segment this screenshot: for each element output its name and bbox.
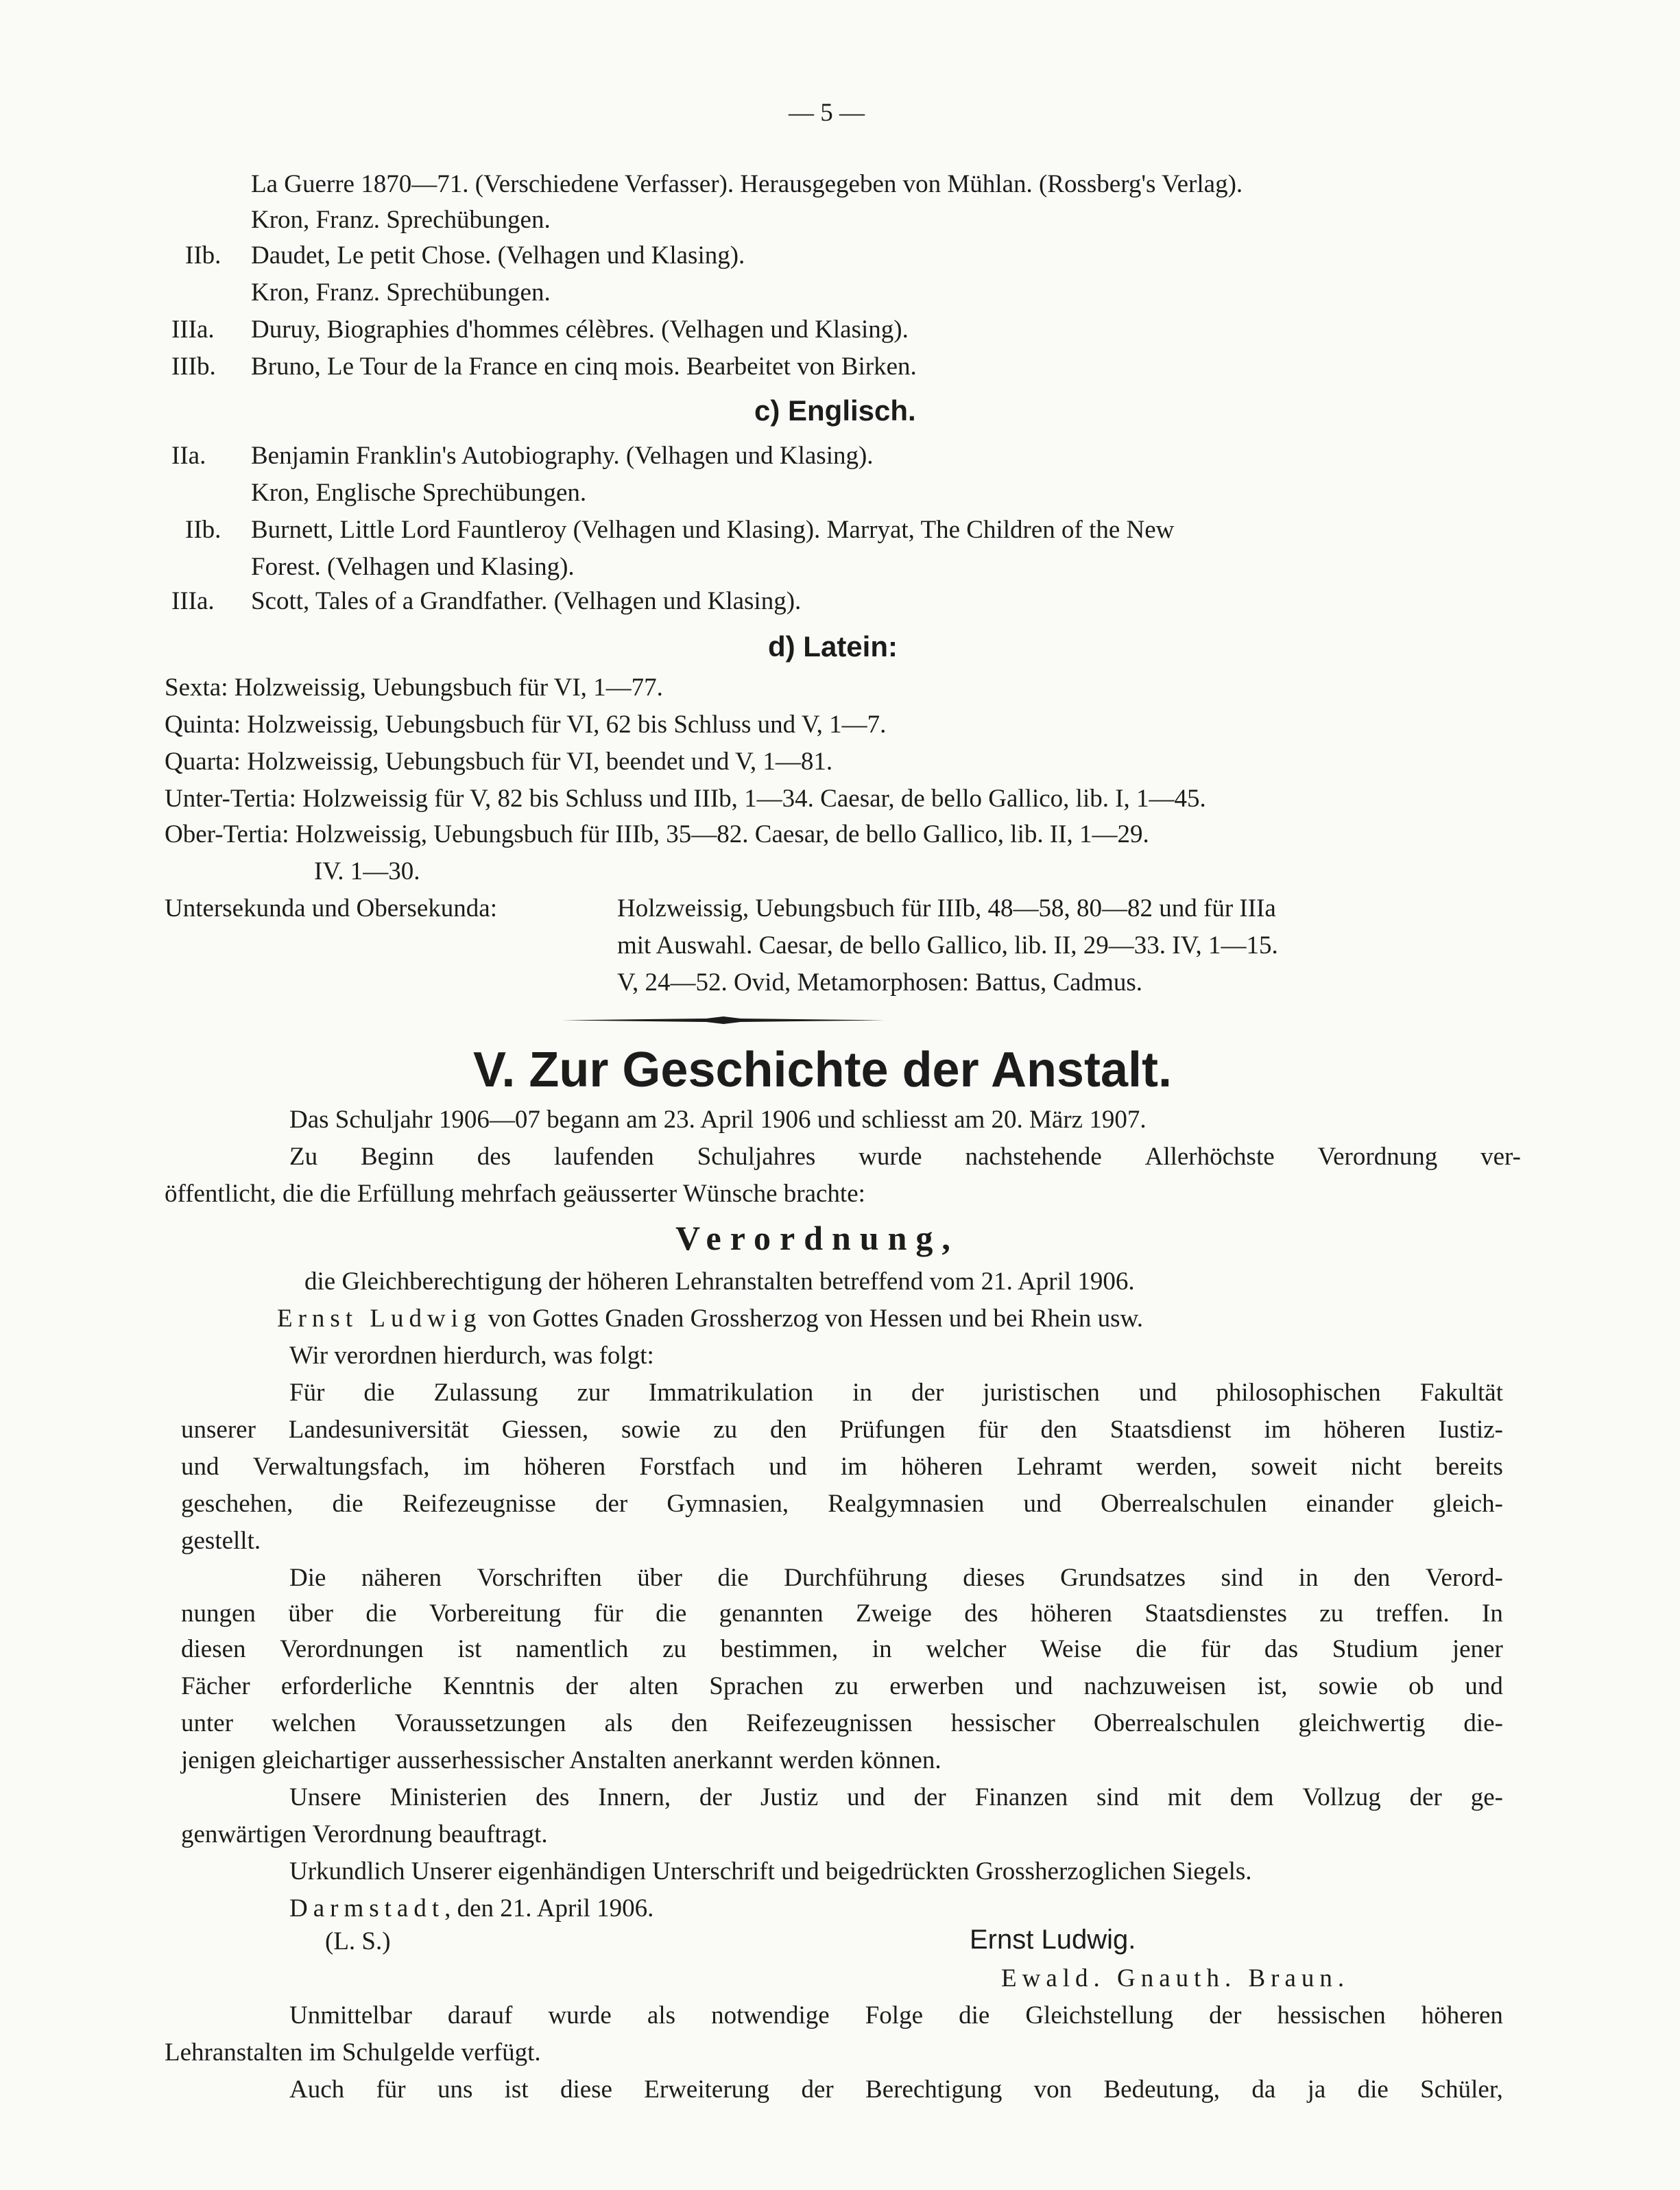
- word: Sprachen: [709, 1672, 804, 1700]
- word: den: [770, 1416, 807, 1444]
- page-number: — 5 —: [789, 99, 865, 127]
- word: der: [913, 1783, 946, 1811]
- list-item: Duruy, Biographies d'hommes célèbres. (Velhagen und Klasing).: [251, 316, 909, 344]
- word: bestimmen,: [720, 1635, 839, 1663]
- word: Giessen,: [501, 1416, 589, 1444]
- word: im: [1264, 1416, 1291, 1444]
- section-heading: c) Englisch.: [754, 394, 916, 427]
- word: genannten: [719, 1599, 824, 1628]
- paragraph-line: [289, 1380, 1503, 1405]
- word: hessischer: [950, 1709, 1055, 1737]
- paragraph-line: [289, 2077, 1503, 2102]
- list-item: Scott, Tales of a Grandfather. (Velhagen und Klasing).: [251, 587, 802, 615]
- word: Finanzen: [974, 1783, 1068, 1811]
- section-heading: d) Latein:: [768, 630, 898, 663]
- word: Gymnasien,: [667, 1490, 789, 1518]
- word: für: [978, 1416, 1008, 1444]
- word: der: [699, 1783, 732, 1811]
- word: Ministerien: [389, 1783, 507, 1811]
- class-label: IIIb.: [171, 353, 216, 381]
- word: höheren: [1030, 1599, 1113, 1628]
- word: juristischen: [983, 1379, 1100, 1407]
- word: notwendige: [711, 2001, 830, 2030]
- word: da: [1251, 2075, 1276, 2104]
- word: geschehen,: [181, 1490, 293, 1518]
- word: für: [593, 1599, 623, 1628]
- word: Erweiterung: [644, 2075, 770, 2104]
- word: namentlich: [516, 1635, 629, 1663]
- paragraph-line: [289, 2003, 1503, 2028]
- class-label: IIb.: [185, 241, 221, 270]
- section-title: V. Zur Geschichte der Anstalt.: [473, 1043, 1172, 1097]
- word: zu: [1319, 1599, 1344, 1628]
- paragraph-line: [181, 1636, 1503, 1662]
- word: nicht: [1351, 1453, 1402, 1481]
- word: über: [288, 1599, 333, 1628]
- word: werden,: [1136, 1453, 1218, 1481]
- word: Bedeutung,: [1103, 2075, 1221, 2104]
- list-item: Ober-Tertia: Holzweissig, Uebungsbuch für IIIb, 35—82. Caesar, de bello Gallico, lib. II, 1—29.: [165, 820, 1149, 848]
- list-item: V, 24—52. Ovid, Metamorphosen: Battus, Cadmus.: [617, 968, 1143, 997]
- word: und: [1023, 1490, 1062, 1518]
- word: in: [1298, 1564, 1319, 1592]
- word: Weise: [1040, 1635, 1102, 1663]
- word: erwerben: [889, 1672, 984, 1700]
- word: nachzuweisen: [1083, 1672, 1227, 1700]
- word: Gleichstellung: [1025, 2001, 1174, 2030]
- word: Realgymnasien: [828, 1490, 985, 1518]
- word: den: [1040, 1416, 1077, 1444]
- word: dem: [1229, 1783, 1274, 1811]
- list-item: Bruno, Le Tour de la France en cinq mois. Bearbeitet von Birken.: [251, 353, 917, 381]
- word: dieses: [963, 1564, 1025, 1592]
- word: und: [847, 1783, 885, 1811]
- word: In: [1482, 1599, 1503, 1628]
- word: höheren: [901, 1453, 983, 1481]
- word: die: [656, 1599, 687, 1628]
- word: ist: [504, 2075, 529, 2104]
- word: das: [1264, 1635, 1299, 1663]
- ornamental-divider: [562, 1016, 885, 1024]
- word: Innern,: [598, 1783, 671, 1811]
- word: zu: [835, 1672, 859, 1700]
- word: Verord-: [1425, 1564, 1503, 1592]
- word: des: [964, 1599, 998, 1628]
- word: Staatsdienst: [1109, 1416, 1232, 1444]
- word: darauf: [447, 2001, 513, 2030]
- word: ja: [1307, 2075, 1326, 2104]
- word: für: [1201, 1635, 1231, 1663]
- word: Vorschriften: [477, 1564, 602, 1592]
- word: im: [840, 1453, 867, 1481]
- word: der: [565, 1672, 599, 1700]
- word: unserer: [181, 1416, 256, 1444]
- word: als: [647, 2001, 676, 2030]
- word: und: [769, 1453, 807, 1481]
- word: Auch: [289, 2075, 345, 2104]
- word: Fächer: [181, 1672, 250, 1700]
- word: der: [1209, 2001, 1242, 2030]
- list-item: Sexta: Holzweissig, Uebungsbuch für VI, 1—77.: [165, 674, 663, 702]
- word: Die: [289, 1564, 326, 1592]
- word: Lehramt: [1016, 1453, 1103, 1481]
- word: nungen: [181, 1599, 256, 1628]
- word: und: [1014, 1672, 1053, 1700]
- word: die: [717, 1564, 749, 1592]
- word: Folge: [865, 2001, 924, 2030]
- word: Forstfach: [639, 1453, 736, 1481]
- word: alten: [629, 1672, 679, 1700]
- word: gleichwertig: [1298, 1709, 1426, 1737]
- word: sowie: [1318, 1672, 1378, 1700]
- word: Oberrealschulen: [1093, 1709, 1260, 1737]
- word: Vollzug: [1302, 1783, 1381, 1811]
- decree-subtitle: die Gleichberechtigung der höheren Lehranstalten betreffend vom 21. April 1906.: [304, 1267, 1135, 1296]
- word: erforderliche: [280, 1672, 412, 1700]
- word: zu: [713, 1416, 738, 1444]
- word: Fakultät: [1419, 1379, 1503, 1407]
- word: ist,: [1257, 1672, 1288, 1700]
- class-label: IIIa.: [171, 316, 215, 344]
- list-item: Quinta: Holzweissig, Uebungsbuch für VI, 62 bis Schluss und V, 1—7.: [165, 711, 887, 739]
- word: zur: [577, 1379, 610, 1407]
- word: Immatrikulation: [648, 1379, 814, 1407]
- paragraph-line: [289, 1565, 1503, 1591]
- word: Verordnung: [1317, 1143, 1438, 1171]
- word: mit: [1167, 1783, 1201, 1811]
- word: die: [959, 2001, 990, 2030]
- word: die: [1136, 1635, 1167, 1663]
- word: der: [801, 2075, 834, 2104]
- word: Landesuniversität: [288, 1416, 469, 1444]
- word: den: [671, 1709, 708, 1737]
- word: Durchführung: [784, 1564, 928, 1592]
- word: die: [363, 1379, 395, 1407]
- word: zu: [662, 1635, 686, 1663]
- word: laufenden: [553, 1143, 654, 1171]
- word: höheren: [1421, 2001, 1503, 2030]
- word: und: [1138, 1379, 1177, 1407]
- signature: Ernst Ludwig.: [970, 1925, 1136, 1955]
- decree-intro: [277, 1306, 1143, 1331]
- word: Zu: [289, 1143, 318, 1171]
- word: Allerhöchste: [1144, 1143, 1275, 1171]
- word: Grundsatzes: [1060, 1564, 1186, 1592]
- word: Oberrealschulen: [1101, 1490, 1267, 1518]
- sovereign-name: Ernst Ludwig: [277, 1305, 482, 1333]
- word: Reifezeugnisse: [402, 1490, 556, 1518]
- list-item: Kron, Franz. Sprechübungen.: [251, 278, 551, 307]
- word: für: [376, 2075, 406, 2104]
- word: Vorbereitung: [429, 1599, 562, 1628]
- word: Reifezeugnissen: [746, 1709, 913, 1737]
- word: Prüfungen: [839, 1416, 946, 1444]
- word: Voraussetzungen: [394, 1709, 566, 1737]
- word: ob: [1408, 1672, 1435, 1700]
- word: Kenntnis: [443, 1672, 535, 1700]
- word: der: [911, 1379, 944, 1407]
- paragraph-line: genwärtigen Verordnung beauftragt.: [181, 1820, 548, 1848]
- paragraph-line: [181, 1417, 1503, 1442]
- paragraph-line: [181, 1454, 1503, 1479]
- word: Beginn: [360, 1143, 434, 1171]
- word: jener: [1452, 1635, 1503, 1663]
- paragraph-line: Wir verordnen hierdurch, was folgt:: [289, 1342, 654, 1370]
- paragraph-line: jenigen gleichartiger ausserhessischer Anstalten anerkannt werden können.: [181, 1746, 941, 1774]
- word: die-: [1463, 1709, 1503, 1737]
- word: in: [872, 1635, 892, 1663]
- decree-date: , den 21. April 1906.: [444, 1894, 654, 1923]
- word: und: [181, 1453, 219, 1481]
- word: der: [1409, 1783, 1442, 1811]
- word: uns: [437, 2075, 473, 2104]
- word: hessischen: [1277, 2001, 1386, 2030]
- word: diesen: [181, 1635, 246, 1663]
- word: sind: [1221, 1564, 1264, 1592]
- paragraph-line: gestellt.: [181, 1527, 261, 1555]
- paragraph-line: [289, 1144, 1521, 1169]
- word: Unsere: [289, 1783, 361, 1811]
- word: welchen: [272, 1709, 357, 1737]
- class-label: IIIa.: [171, 587, 215, 615]
- paragraph-line: Das Schuljahr 1906—07 begann am 23. April 1906 und schliesst am 20. März 1907.: [289, 1106, 1147, 1134]
- word: höheren: [1323, 1416, 1406, 1444]
- word: die: [1357, 2075, 1389, 2104]
- list-item: Untersekunda und Obersekunda:: [165, 894, 497, 923]
- word: die: [332, 1490, 363, 1518]
- word: wurde: [859, 1143, 922, 1171]
- word: treffen.: [1376, 1599, 1450, 1628]
- word: ist: [457, 1635, 482, 1663]
- word: unter: [181, 1709, 234, 1737]
- list-item: Unter-Tertia: Holzweissig für V, 82 bis Schluss und IIIb, 1—34. Caesar, de bello Gallico, lib. I, 1—45.: [165, 785, 1206, 813]
- word: bereits: [1435, 1453, 1503, 1481]
- list-item: Burnett, Little Lord Fauntleroy (Velhagen und Klasing). Marryat, The Children of the New: [251, 516, 1175, 544]
- word: die: [365, 1599, 397, 1628]
- word: einander: [1306, 1490, 1394, 1518]
- list-item: La Guerre 1870—71. (Verschiedene Verfasser). Herausgegeben von Mühlan. (Rossberg's Verlag).: [251, 170, 1243, 198]
- list-item: mit Auswahl. Caesar, de bello Gallico, lib. II, 29—33. IV, 1—15.: [617, 931, 1278, 960]
- paragraph-line: [181, 1711, 1503, 1736]
- paragraph-line: [181, 1674, 1503, 1699]
- word: soweit: [1251, 1453, 1317, 1481]
- word: Schüler,: [1420, 2075, 1503, 2104]
- word: Zulassung: [433, 1379, 538, 1407]
- word: Studium: [1332, 1635, 1419, 1663]
- list-item: Forest. (Velhagen und Klasing).: [251, 553, 575, 581]
- paragraph-line: Lehranstalten im Schulgelde verfügt.: [165, 2038, 541, 2067]
- word: im: [463, 1453, 490, 1481]
- word: welcher: [926, 1635, 1007, 1663]
- word: näheren: [361, 1564, 442, 1592]
- word: Staatsdienstes: [1144, 1599, 1287, 1628]
- word: des: [477, 1143, 512, 1171]
- list-item: Kron, Franz. Sprechübungen.: [251, 206, 551, 234]
- class-label: IIa.: [171, 442, 206, 470]
- class-label: IIb.: [185, 516, 221, 544]
- countersignatures: Ewald. Gnauth. Braun.: [1001, 1964, 1350, 1992]
- list-item: Kron, Englische Sprechübungen.: [251, 479, 587, 507]
- place-name: Darmstadt: [289, 1894, 445, 1923]
- list-item: Holzweissig, Uebungsbuch für IIIb, 48—58, 80—82 und für IIIa: [617, 894, 1276, 923]
- paragraph-line: öffentlicht, die die Erfüllung mehrfach geäusserter Wünsche brachte:: [165, 1180, 865, 1208]
- paragraph-line: Urkundlich Unserer eigenhändigen Unterschrift und beigedrückten Grossherzoglichen Siegels.: [289, 1857, 1252, 1885]
- list-item: Quarta: Holzweissig, Uebungsbuch für VI, beendet und V, 1—81.: [165, 748, 833, 776]
- paragraph-line: [289, 1785, 1503, 1810]
- word: des: [536, 1783, 570, 1811]
- word: Unmittelbar: [289, 2001, 412, 2030]
- word: höheren: [523, 1453, 606, 1481]
- word: in: [852, 1379, 873, 1407]
- seal-mark: (L. S.): [325, 1927, 391, 1955]
- word: und: [1465, 1672, 1503, 1700]
- list-item: Daudet, Le petit Chose. (Velhagen und Klasing).: [251, 241, 745, 270]
- word: der: [595, 1490, 628, 1518]
- paragraph-line: [181, 1491, 1503, 1516]
- word: gleich-: [1432, 1490, 1503, 1518]
- decree-intro-text: von Gottes Gnaden Grossherzog von Hessen und bei Rhein usw.: [488, 1305, 1144, 1333]
- word: sowie: [621, 1416, 681, 1444]
- word: nachstehende: [965, 1143, 1102, 1171]
- list-item: Benjamin Franklin's Autobiography. (Velhagen und Klasing).: [251, 442, 874, 470]
- decree-place-date: [289, 1896, 653, 1921]
- word: Schuljahres: [697, 1143, 816, 1171]
- word: Zweige: [855, 1599, 932, 1628]
- word: Iustiz-: [1438, 1416, 1503, 1444]
- word: den: [1353, 1564, 1391, 1592]
- word: sind: [1096, 1783, 1139, 1811]
- word: Verordnungen: [280, 1635, 424, 1663]
- word: von: [1033, 2075, 1072, 2104]
- word: diese: [560, 2075, 612, 2104]
- word: Berechtigung: [865, 2075, 1003, 2104]
- word: Für: [289, 1379, 325, 1407]
- word: als: [604, 1709, 633, 1737]
- word: Verwaltungsfach,: [252, 1453, 430, 1481]
- decree-title: Verordnung,: [675, 1219, 959, 1257]
- word: wurde: [548, 2001, 612, 2030]
- paragraph-line: [181, 1601, 1503, 1626]
- word: über: [637, 1564, 682, 1592]
- list-item: IV. 1—30.: [314, 857, 420, 885]
- word: ver-: [1480, 1143, 1521, 1171]
- word: ge-: [1470, 1783, 1503, 1811]
- word: philosophischen: [1216, 1379, 1381, 1407]
- word: Justiz: [760, 1783, 819, 1811]
